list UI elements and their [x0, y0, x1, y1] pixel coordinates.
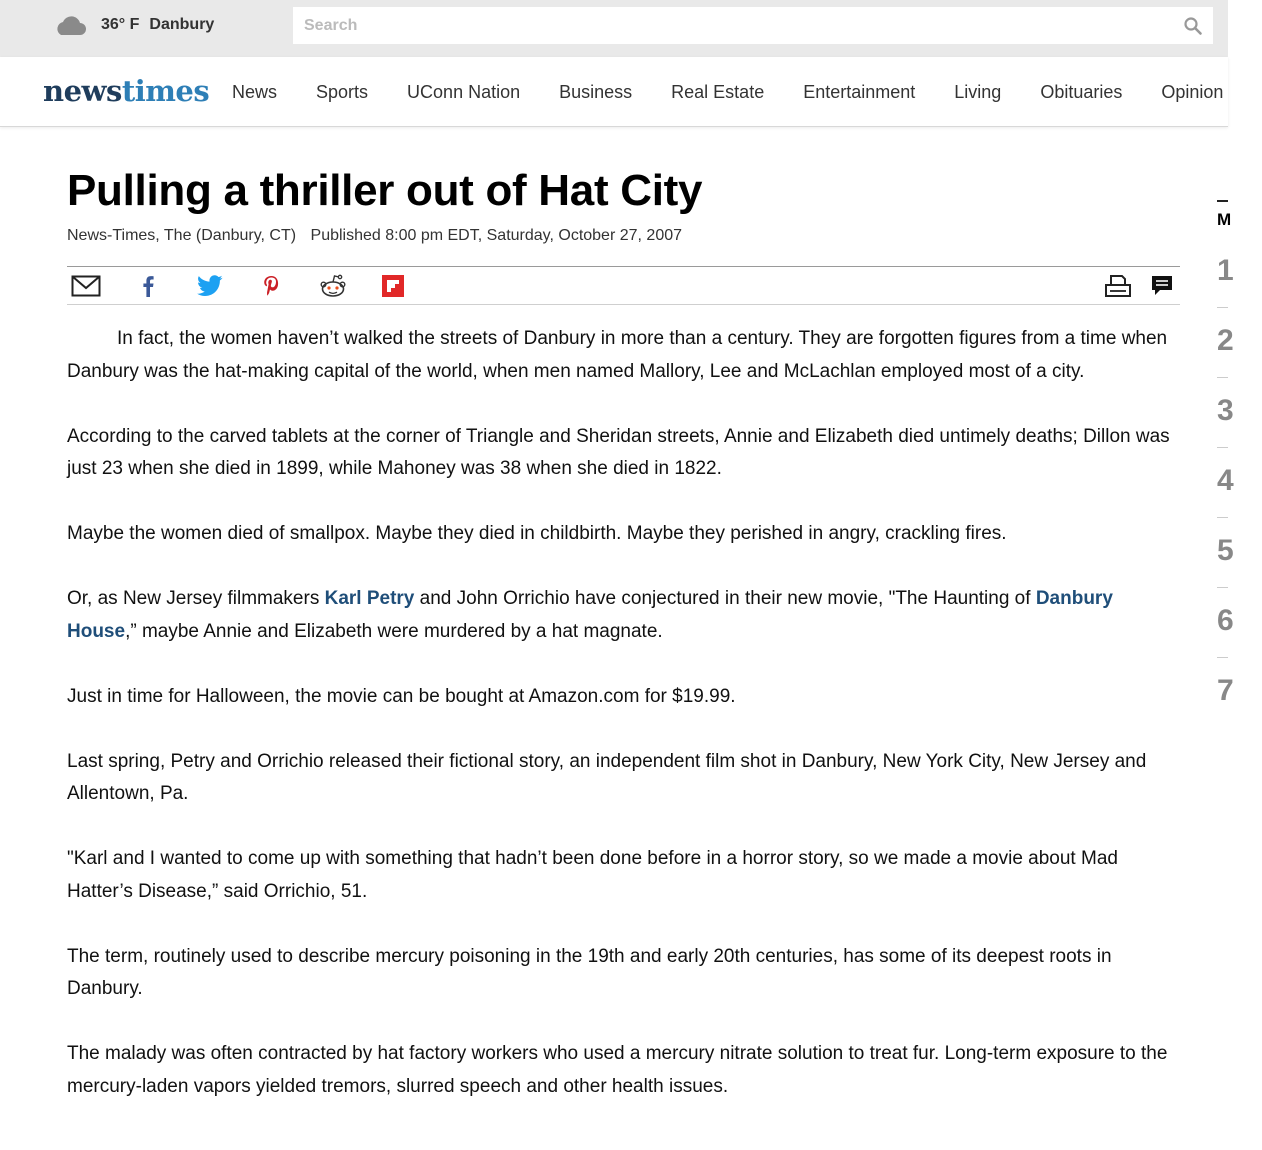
print-icon[interactable]: [1104, 273, 1132, 299]
nav-item-opinion[interactable]: Opinion: [1161, 82, 1224, 102]
article-paragraph: In fact, the women haven’t walked the streets of Danbury in more than a century. They are forgotten figures from a time when Danbury was the hat-making capital of the world, when men named Mallory, Lee and McLachlan employed most of a city.: [67, 328, 1168, 382]
nav-item-obituaries[interactable]: Obituaries: [1040, 82, 1123, 102]
weather-widget[interactable]: [53, 14, 214, 36]
nav-item-business[interactable]: Business: [559, 82, 633, 102]
site-logo[interactable]: [43, 73, 209, 109]
article-source: News-Times, The (Danbury, CT): [67, 227, 297, 244]
rail-item-number[interactable]: 3: [1217, 394, 1234, 427]
rail-divider: [1217, 307, 1228, 308]
logo-part-times: times: [121, 74, 210, 108]
paragraph-text: Or, as New Jersey filmmakers: [67, 588, 325, 609]
article-paragraph: The malady was often contracted by hat factory workers who used a mercury nitrate solution to treat fur. Long-term exposure to the mercury-laden vapors yielded tremors, slurred speech and other health issues.: [67, 1043, 1168, 1097]
article-paragraph: According to the carved tablets at the corner of Triangle and Sheridan streets, Annie and Elizabeth died untimely deaths; Dillon was just 23 when she died in 1899, while Mahoney was 38 when she died in 1822.: [67, 425, 1170, 479]
rail-item-number[interactable]: 6: [1217, 604, 1234, 637]
rail-item-number[interactable]: 2: [1217, 324, 1234, 357]
reddit-icon[interactable]: [319, 273, 347, 299]
article-published-date: Published 8:00 pm EDT, Saturday, October 27, 2007: [310, 227, 683, 244]
rail-item-number[interactable]: 4: [1217, 464, 1234, 497]
search-icon[interactable]: [1183, 16, 1203, 36]
search-box: [293, 7, 1213, 44]
rail-item-number[interactable]: 1: [1217, 254, 1234, 287]
most-popular-rail: [1215, 200, 1234, 720]
rail-heading: M: [1217, 210, 1232, 229]
link-danbury-house[interactable]: Danbury House: [67, 588, 1113, 642]
link-karl-petry[interactable]: Karl Petry: [324, 588, 415, 609]
paragraph-text: and John Orrichio have conjectured in their new movie, "The Haunting of: [414, 588, 1036, 609]
article-headline: Pulling a thriller out of Hat City: [67, 166, 703, 215]
article-paragraph: "Karl and I wanted to come up with something that hadn’t been done before in a horror story, so we made a movie about Mad Hatter’s Disease,” said Orrichio, 51.: [67, 848, 1118, 902]
article-paragraph: Last spring, Petry and Orrichio released their fictional story, an independent film shot in Danbury, New York City, New Jersey and Allentown, Pa.: [67, 750, 1147, 804]
article-body: [67, 323, 1182, 1136]
rail-divider: [1217, 377, 1228, 378]
flipboard-icon[interactable]: [382, 273, 404, 299]
rail-divider: [1217, 657, 1228, 658]
cloud-icon: [53, 14, 87, 36]
rail-divider: [1217, 587, 1228, 588]
article-paragraph: Just in time for Halloween, the movie can be bought at Amazon.com for $19.99.: [67, 685, 736, 707]
email-icon[interactable]: [71, 273, 101, 299]
rail-item-number[interactable]: 5: [1217, 534, 1234, 567]
search-input[interactable]: [293, 7, 1174, 44]
twitter-icon[interactable]: [197, 273, 223, 299]
rail-divider: [1217, 517, 1228, 518]
weather-temperature: 36° F: [101, 16, 140, 33]
article-paragraph: [67, 583, 1182, 648]
nav-item-living[interactable]: Living: [954, 82, 1002, 102]
rail-divider: [1217, 447, 1228, 448]
logo-part-news: news: [43, 74, 122, 108]
article-paragraph: Maybe the women died of smallpox. Maybe they died in childbirth. Maybe they perished in angry, crackling fires.: [67, 523, 1007, 544]
weather-city: Danbury: [149, 16, 215, 33]
main-navbar: [0, 57, 1228, 127]
rail-item-number[interactable]: 7: [1217, 674, 1234, 707]
nav-item-entertainment[interactable]: Entertainment: [803, 82, 916, 102]
nav-item-uconn-nation[interactable]: UConn Nation: [407, 82, 521, 102]
nav-item-sports[interactable]: Sports: [316, 82, 369, 102]
share-bar: [67, 266, 1180, 305]
nav-item-news[interactable]: News: [232, 82, 278, 102]
section-nav: [232, 81, 1262, 103]
rail-divider: [1217, 200, 1228, 202]
comment-icon[interactable]: [1150, 273, 1174, 299]
article-byline: [67, 226, 682, 246]
facebook-icon[interactable]: [140, 273, 156, 299]
pinterest-icon[interactable]: [263, 273, 279, 299]
paragraph-text: ,” maybe Annie and Elizabeth were murdered by a hat magnate.: [125, 620, 663, 642]
top-bar: [0, 0, 1228, 57]
nav-item-real-estate[interactable]: Real Estate: [671, 82, 765, 102]
article-paragraph: The term, routinely used to describe mercury poisoning in the 19th and early 20th centuries, has some of its deepest roots in Danbury.: [67, 945, 1112, 999]
